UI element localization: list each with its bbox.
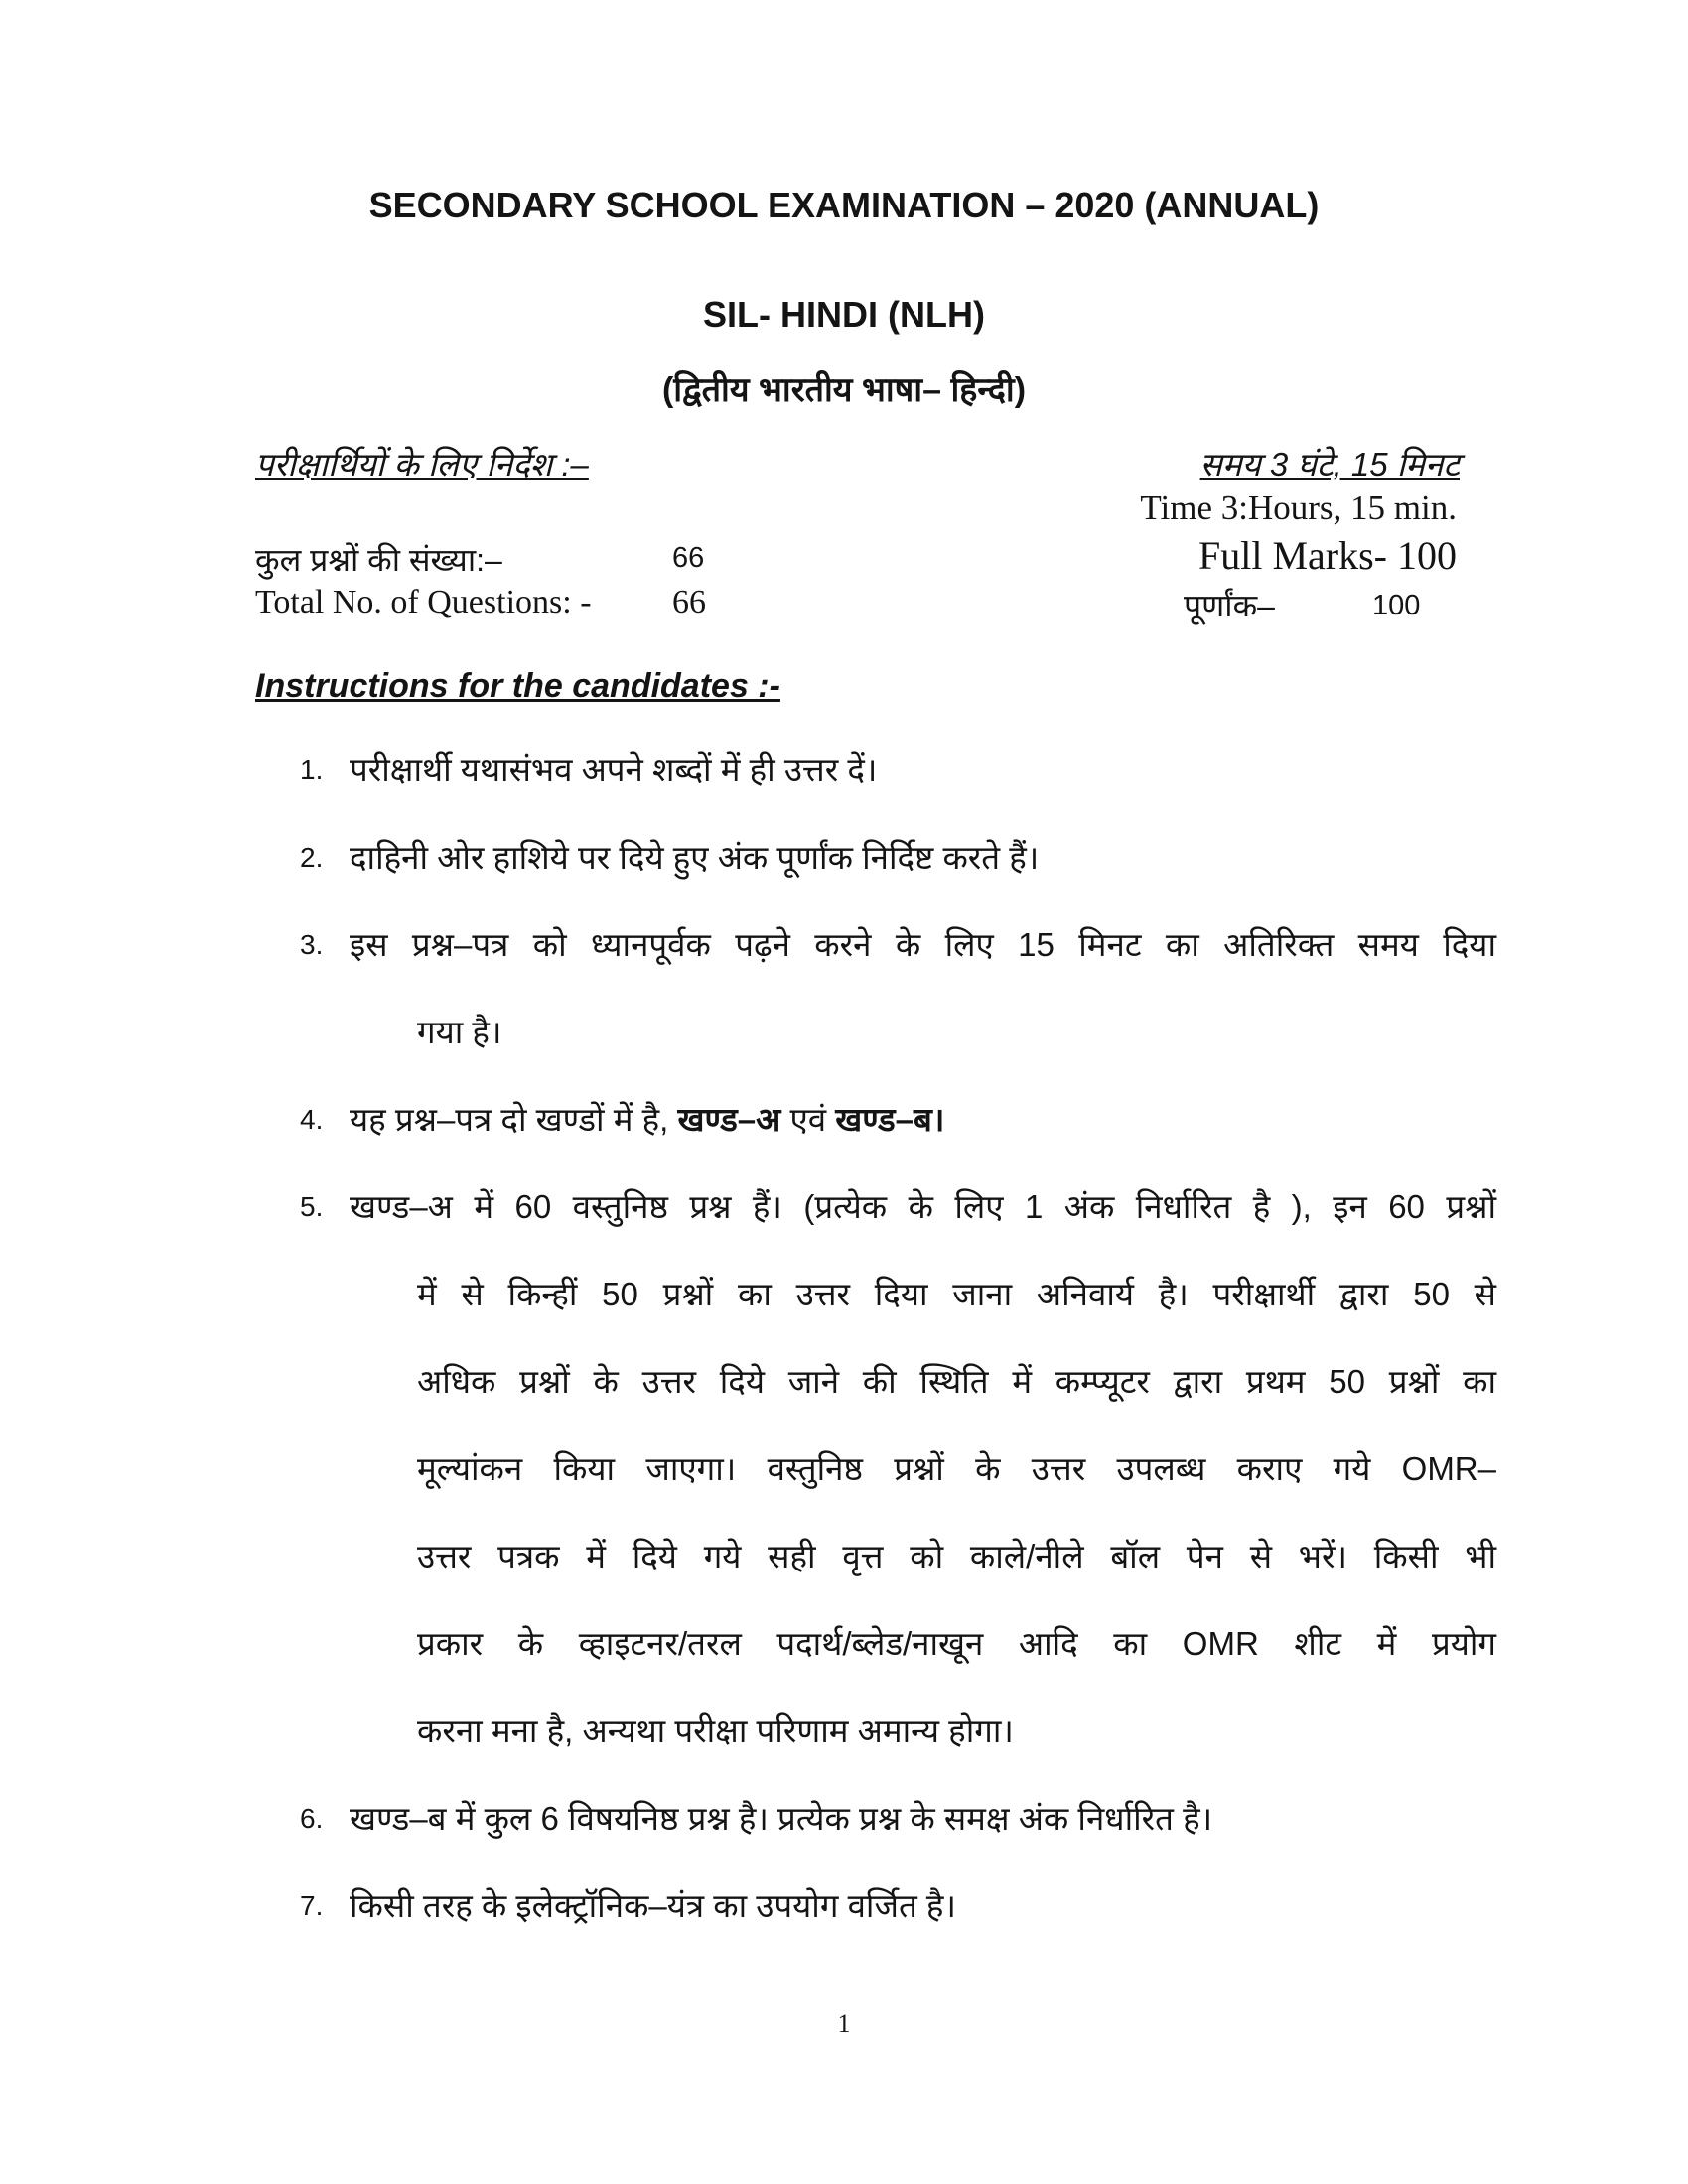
instruction-line: इस प्रश्न–पत्र को ध्यानपूर्वक पढ़ने करने के लिए 15 मिनट का अतिरिक्त समय दिया: [350, 926, 1496, 963]
instruction-line: खण्ड–ब में कुल 6 विषयनिष्ठ प्रश्न है। प्रत्येक प्रश्न के समक्ष अंक निर्धारित है।: [350, 1800, 1213, 1837]
subject-title: SIL- HINDI (NLH): [703, 294, 985, 335]
instruction-number: 3.: [300, 929, 324, 960]
instruction-number: 1.: [300, 754, 324, 785]
instruction-line: खण्ड–अ में 60 वस्तुनिष्ठ प्रश्न हैं। (प्रत्येक के लिए 1 अंक निर्धारित है ), इन 60 प्रश्नों: [350, 1188, 1496, 1225]
time-hindi: समय 3 घंटे, 15 मिनट: [1199, 446, 1460, 482]
instruction-line: करना मना है, अन्यथा परीक्षा परिणाम अमान्य होगा।: [417, 1712, 1014, 1749]
directions-heading: परीक्षार्थियों के लिए निर्देश :–: [255, 446, 589, 482]
page-number: 1: [837, 2009, 851, 2038]
instruction-text-connector: एवं: [780, 1101, 836, 1138]
instruction-line: किसी तरह के इलेक्ट्रॉनिक–यंत्र का उपयोग वर्जित है।: [350, 1887, 956, 1924]
subject-subtitle-hindi: (द्वितीय भारतीय भाषा– हिन्दी): [661, 371, 1027, 409]
instruction-number: 6.: [300, 1803, 324, 1834]
instruction-line: गया है।: [417, 1014, 502, 1050]
instruction-line: दाहिनी ओर हाशिये पर दिये हुए अंक पूर्णांक निर्दिष्ट करते हैं।: [350, 839, 1040, 876]
question-count-hindi-value: 66: [672, 542, 705, 574]
time-english: Time 3:Hours, 15 min.: [1140, 488, 1457, 527]
instruction-number: 4.: [300, 1104, 324, 1135]
instruction-line: मूल्यांकन किया जाएगा। वस्तुनिष्ठ प्रश्नों के उत्तर उपलब्ध कराए गये OMR–: [417, 1450, 1496, 1487]
marks-hindi-value: 100: [1372, 590, 1421, 621]
instruction-text: यह प्रश्न–पत्र दो खण्डों में है,: [350, 1101, 678, 1138]
instruction-line: [350, 1096, 944, 1141]
full-marks: Full Marks- 100: [1198, 533, 1457, 578]
instruction-line: उत्तर पत्रक में दिये गये सही वृत्त को काले/नीले बॉल पेन से भरें। किसी भी: [417, 1538, 1496, 1574]
marks-hindi-label: पूर्णांक–: [1184, 588, 1275, 623]
instruction-number: 5.: [300, 1191, 324, 1222]
instruction-line: परीक्षार्थी यथासंभव अपने शब्दों में ही उत्तर दें।: [350, 751, 878, 788]
instruction-line: अधिक प्रश्नों के उत्तर दिये जाने की स्थिति में कम्प्यूटर द्वारा प्रथम 50 प्रश्नों का: [417, 1363, 1496, 1400]
section-a-label: खण्ड–अ: [677, 1101, 781, 1138]
section-b-label: खण्ड–ब।: [835, 1101, 945, 1138]
instruction-number: 2.: [300, 842, 324, 873]
exam-title: SECONDARY SCHOOL EXAMINATION – 2020 (ANNUAL): [368, 185, 1320, 225]
instructions-heading: Instructions for the candidates :-: [255, 667, 780, 705]
question-count-english-label: Total No. of Questions: -: [255, 584, 592, 620]
question-count-english-value: 66: [672, 584, 706, 620]
question-count-hindi-label: कुल प्रश्नों की संख्या:–: [255, 542, 502, 578]
instruction-line: में से किन्हीं 50 प्रश्नों का उत्तर दिया जाना अनिवार्य है। परीक्षार्थी द्वारा 50 से: [417, 1276, 1496, 1312]
instruction-line: प्रकार के व्हाइटनर/तरल पदार्थ/ब्लेड/नाखून आदि का OMR शीट में प्रयोग: [417, 1625, 1496, 1662]
instruction-number: 7.: [300, 1890, 324, 1921]
